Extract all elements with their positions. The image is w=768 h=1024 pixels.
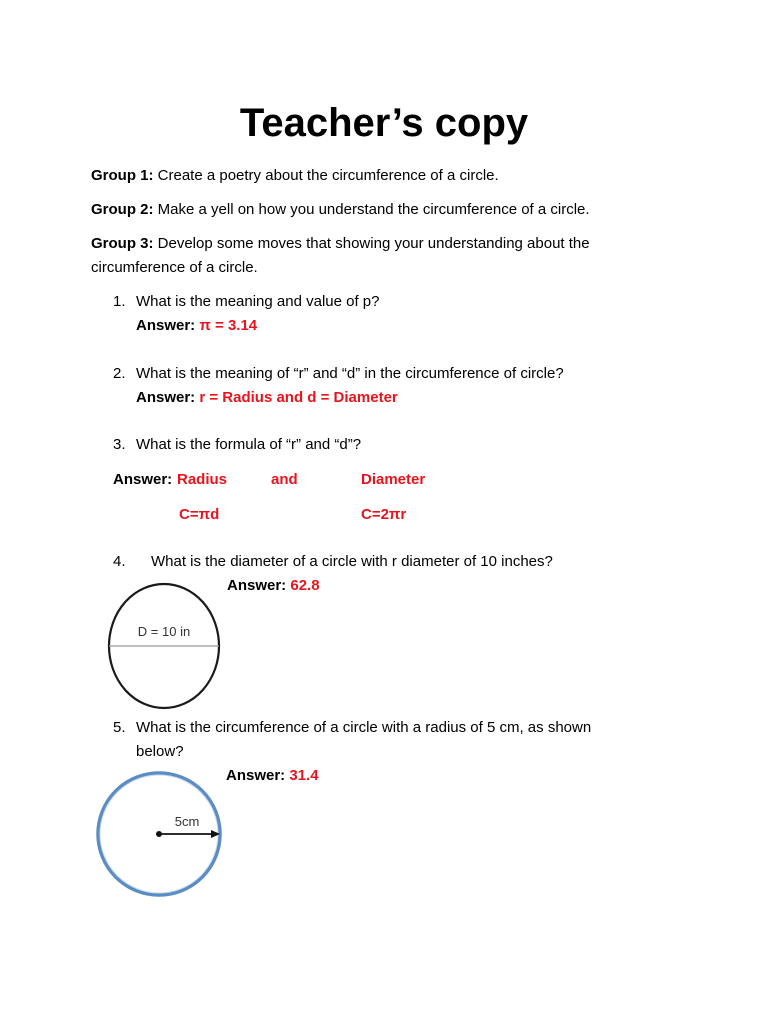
question-4-answer — [227, 574, 320, 598]
question-3-text: What is the formula of “r” and “d”? — [136, 436, 362, 453]
answer-label: Answer: — [136, 317, 196, 334]
formula-col-and: and — [271, 471, 298, 488]
group-3 — [91, 232, 651, 280]
answer-value: r = Radius and d = Diameter — [199, 389, 398, 406]
question-1-number: 1. — [113, 293, 126, 310]
group-2-text: Make a yell on how you understand the circumference of a circle. — [153, 201, 590, 218]
group-2 — [91, 198, 651, 222]
question-5-text-line2: below? — [136, 743, 184, 760]
formula-radius: C=πd — [179, 506, 220, 523]
diameter-label: D = 10 in — [137, 624, 191, 639]
question-5-number: 5. — [113, 719, 126, 736]
question-3-number: 3. — [113, 436, 126, 453]
question-2-number: 2. — [113, 365, 126, 382]
question-4-number: 4. — [113, 553, 126, 570]
answer-value: 31.4 — [289, 767, 319, 784]
circle-radius-figure — [92, 770, 228, 906]
group-3-text: Develop some moves that showing your understanding about the circumference of a circle. — [91, 235, 590, 276]
question-2-text: What is the meaning of “r” and “d” in the circumference of circle? — [136, 365, 564, 382]
formula-diameter: C=2πr — [361, 506, 407, 523]
question-5-answer — [226, 764, 319, 788]
question-2-answer — [136, 386, 398, 410]
circle-diameter-figure — [104, 580, 226, 714]
group-2-label: Group 2: — [91, 201, 154, 218]
group-1-label: Group 1: — [91, 167, 154, 184]
group-1 — [91, 164, 651, 188]
answer-label: Answer: — [226, 767, 286, 784]
group-1-text: Create a poetry about the circumference of a circle. — [153, 167, 499, 184]
question-5-text-line1: What is the circumference of a circle with a radius of 5 cm, as shown — [136, 719, 592, 736]
question-1-text: What is the meaning and value of p? — [136, 293, 380, 310]
page-title: Teacher’s copy — [239, 101, 529, 145]
question-1-answer — [136, 314, 257, 338]
answer-label: Answer: — [136, 389, 196, 406]
answer-value: π = 3.14 — [199, 317, 258, 334]
center-point — [156, 831, 162, 837]
question-3-answer-label: Answer: — [113, 471, 173, 488]
group-3-label: Group 3: — [91, 235, 154, 252]
formula-col-radius: Radius — [177, 471, 228, 488]
formula-col-diameter: Diameter — [361, 471, 426, 488]
radius-label: 5cm — [174, 814, 200, 829]
answer-label: Answer: — [227, 577, 287, 594]
answer-value: 62.8 — [290, 577, 320, 594]
question-4-text: What is the diameter of a circle with r diameter of 10 inches? — [151, 553, 553, 570]
